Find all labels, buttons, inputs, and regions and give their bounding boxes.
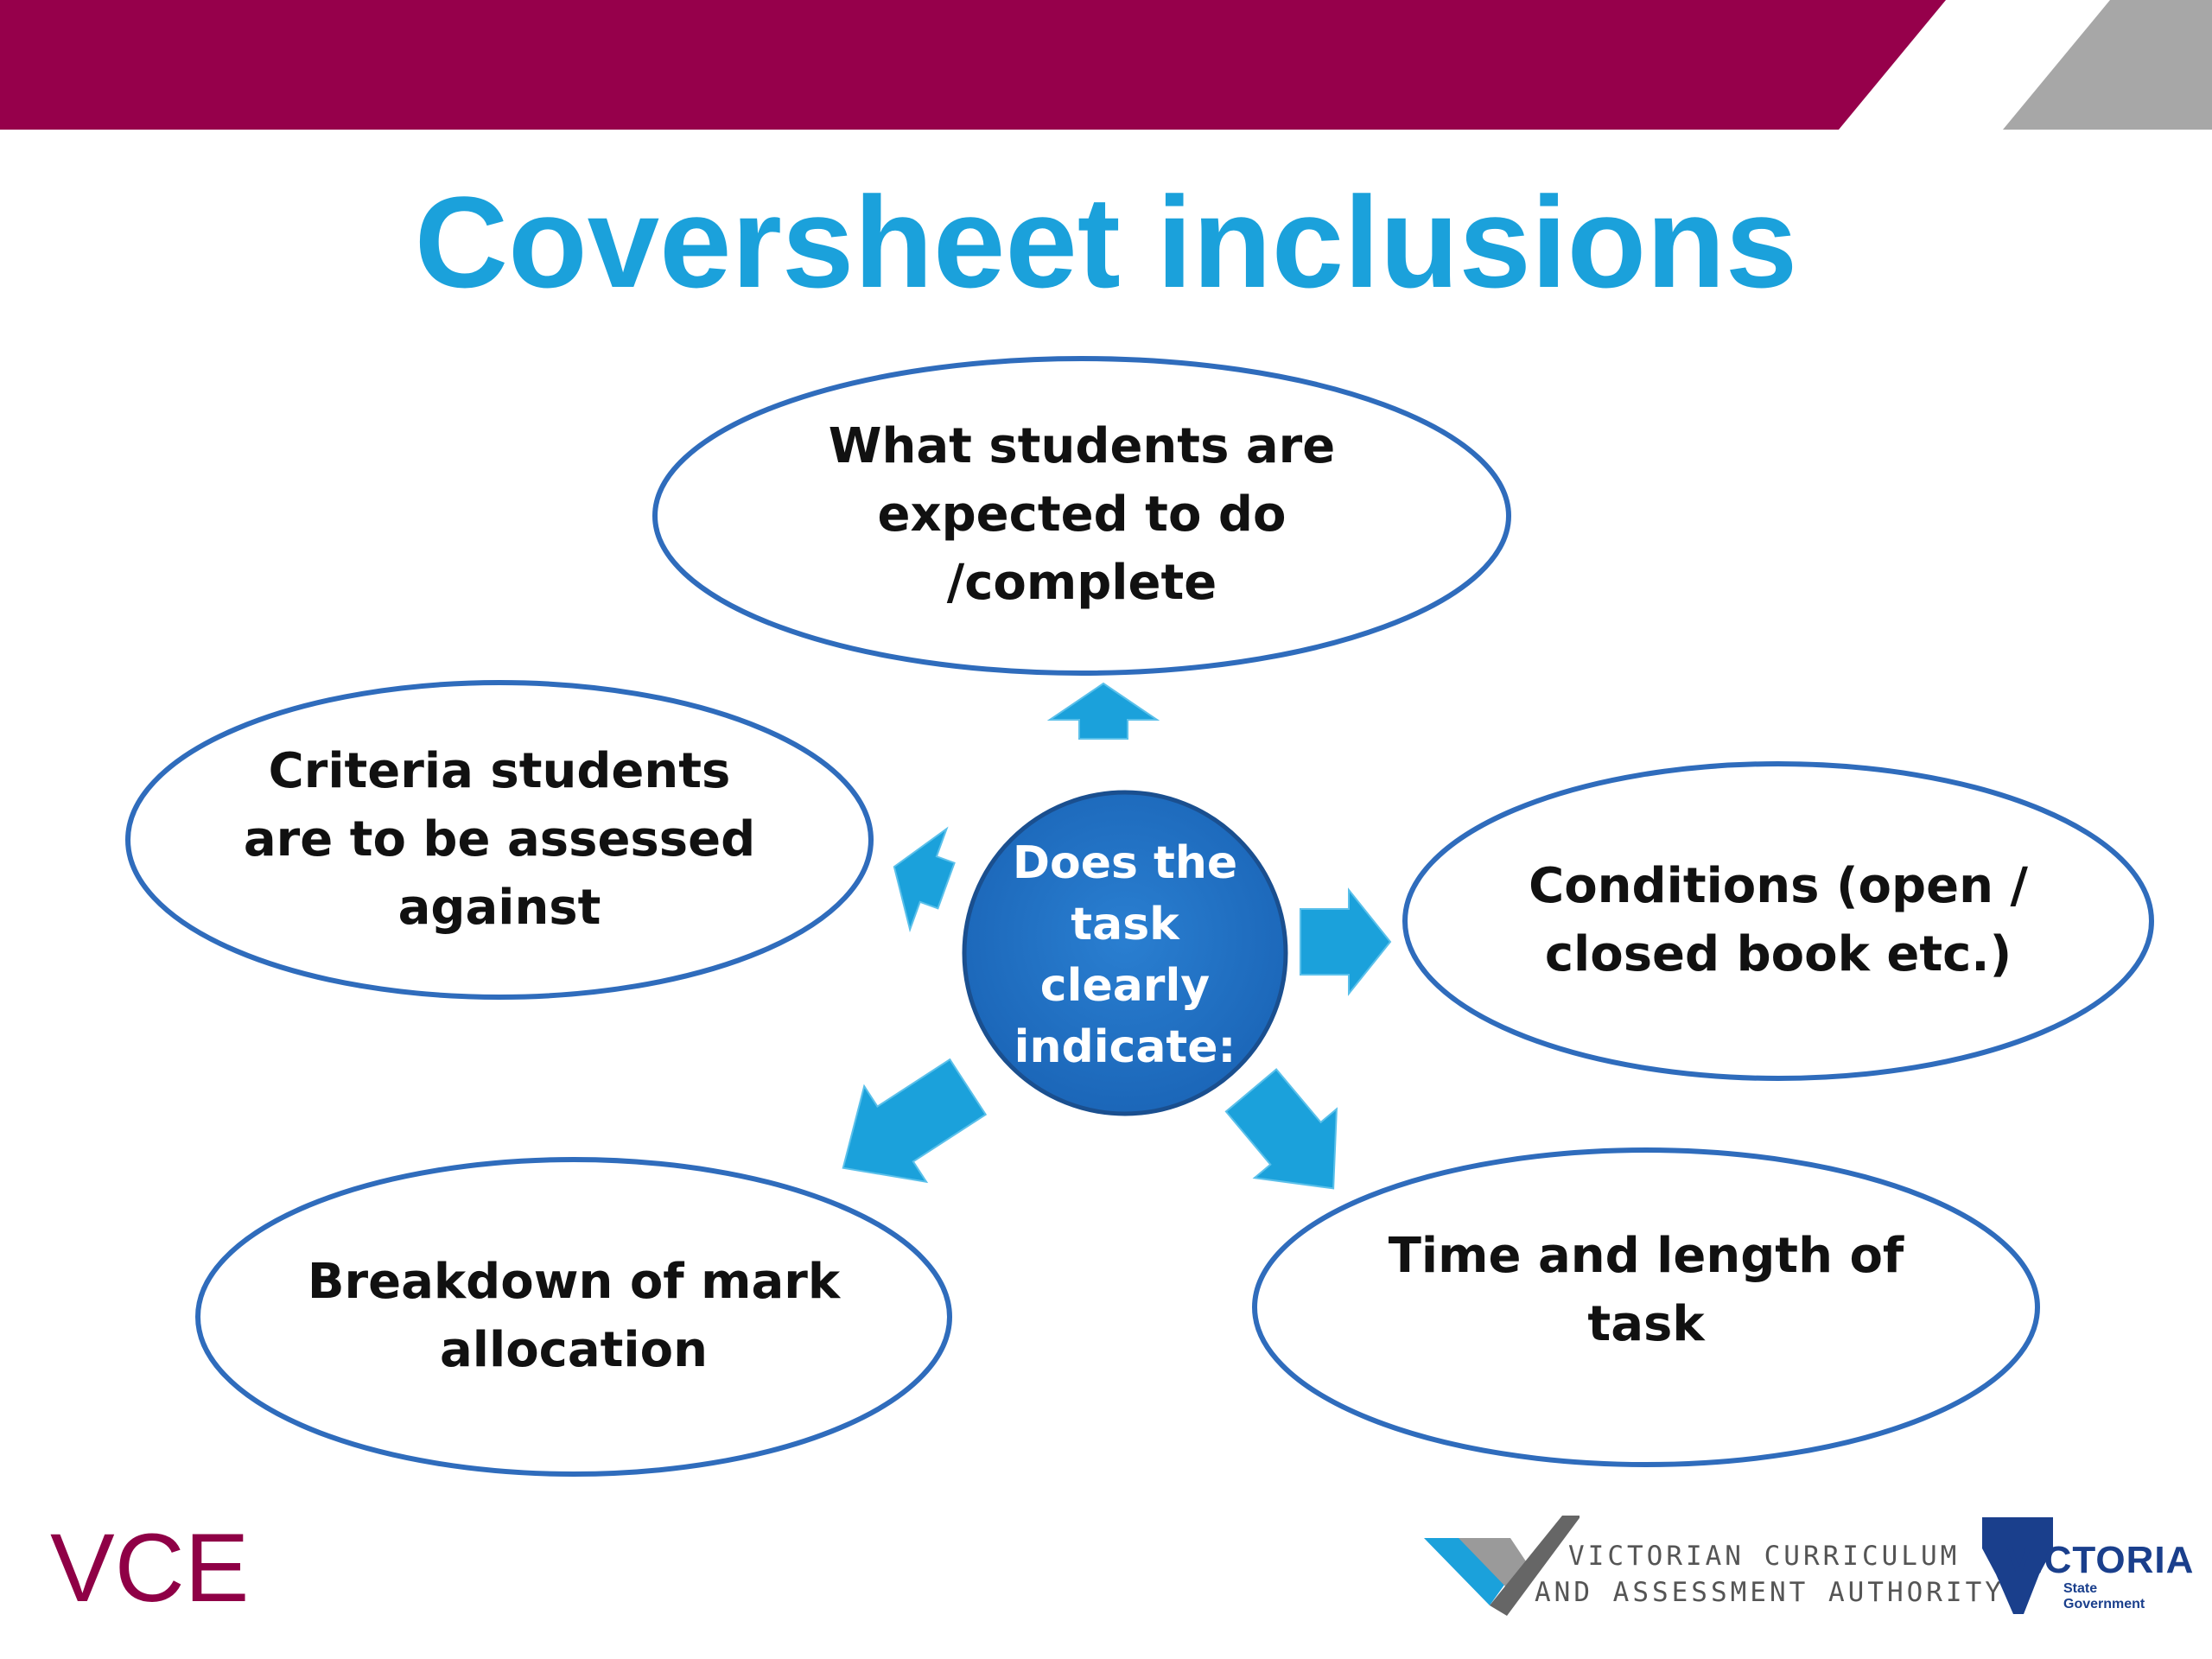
node-label-top: What students are expected to do /complete [828, 417, 1336, 611]
victoria-wordmark: VICTORIA [2006, 1539, 2195, 1581]
arrow-down-left [812, 1039, 999, 1216]
node-label-bottom-left: Breakdown of mark allocation [307, 1254, 841, 1378]
arrow-left [876, 817, 965, 936]
arrow-up [1050, 683, 1157, 739]
page-title: Coversheet inclusions [414, 169, 1798, 315]
victoria-sub-state: State [2063, 1581, 2098, 1596]
node-label-right: Conditions (open / closed book etc.) [1529, 858, 2028, 982]
vcaa-name-line1: VICTORIAN CURRICULUM [1568, 1541, 1961, 1572]
vce-logo-text: VCE [50, 1514, 250, 1622]
center-label: Does the task clearly indicate: [1012, 837, 1238, 1073]
arrow-right [1300, 890, 1390, 994]
node-label-bottom-right: Time and length of task [1388, 1228, 1904, 1352]
victoria-sub-government: Government [2063, 1597, 2145, 1611]
vcaa-name-line2: AND ASSESSMENT AUTHORITY [1535, 1577, 2005, 1608]
node-label-left: Criteria students are to be assessed against [243, 742, 756, 936]
